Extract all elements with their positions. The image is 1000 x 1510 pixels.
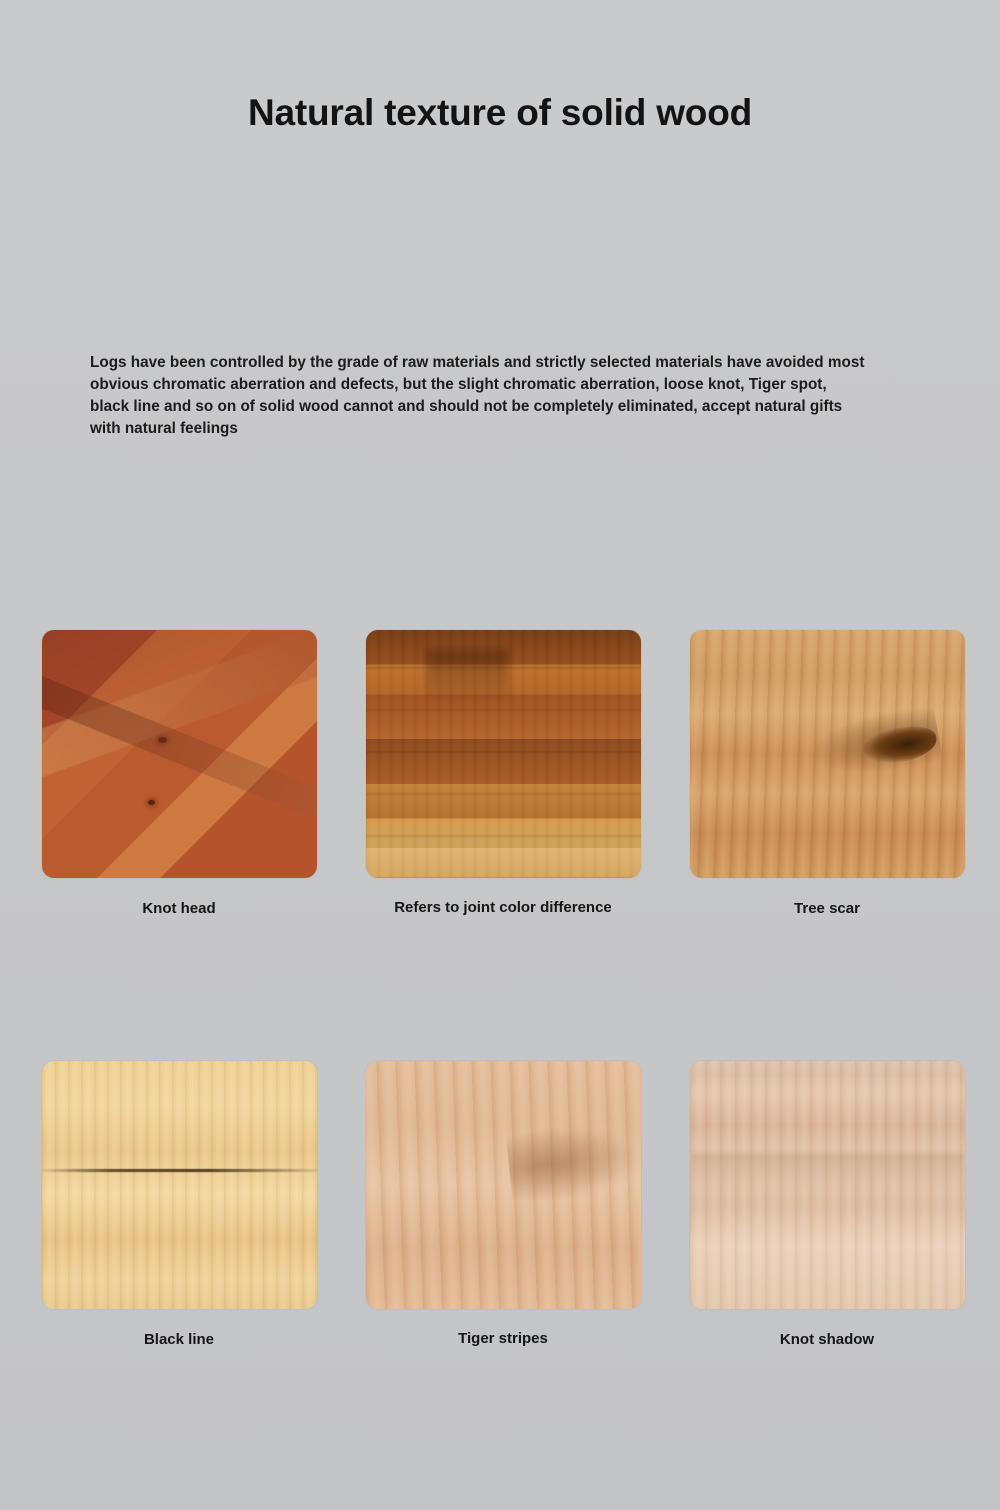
wood-sample-knot-head-image — [42, 630, 317, 878]
knot-mark-icon — [148, 800, 155, 805]
intro-paragraph: Logs have been controlled by the grade of raw materials and strictly selected materials have avoided most obvious chromatic aberration and defects, but the slight chromatic aberration, loose knot, Tiger spot, black line and so on of solid wood cannot and should not be completely eliminated, accept natural gifts with natural feelings — [90, 354, 865, 438]
wood-sample-item — [364, 1061, 642, 1348]
wood-sample-caption: Knot shadow — [779, 1331, 875, 1348]
wood-sample-item — [40, 1061, 318, 1348]
wood-sample-item — [40, 630, 318, 917]
wood-sample-joint-color-difference-image — [366, 630, 641, 878]
wood-sample-caption: Knot head — [142, 900, 216, 917]
page-title: Natural texture of solid wood — [247, 92, 753, 133]
wood-sample-row — [40, 1061, 970, 1348]
wood-sample-caption: Tiger stripes — [458, 1330, 548, 1347]
wood-sample-tree-scar-image — [690, 630, 965, 878]
wood-sample-row — [40, 630, 970, 917]
wood-sample-grid — [40, 630, 970, 1348]
wood-sample-item — [688, 1061, 966, 1348]
wood-sample-black-line-image — [42, 1061, 317, 1309]
wood-sample-knot-shadow-image — [690, 1061, 965, 1309]
knot-mark-icon — [158, 737, 167, 743]
wood-sample-caption: Refers to joint color difference — [394, 899, 612, 916]
wood-sample-caption: Black line — [143, 1331, 215, 1348]
wood-sample-item — [688, 630, 966, 917]
wood-sample-tiger-stripes-image — [366, 1061, 641, 1309]
wood-sample-caption: Tree scar — [794, 900, 860, 917]
wood-sample-item — [364, 630, 642, 917]
